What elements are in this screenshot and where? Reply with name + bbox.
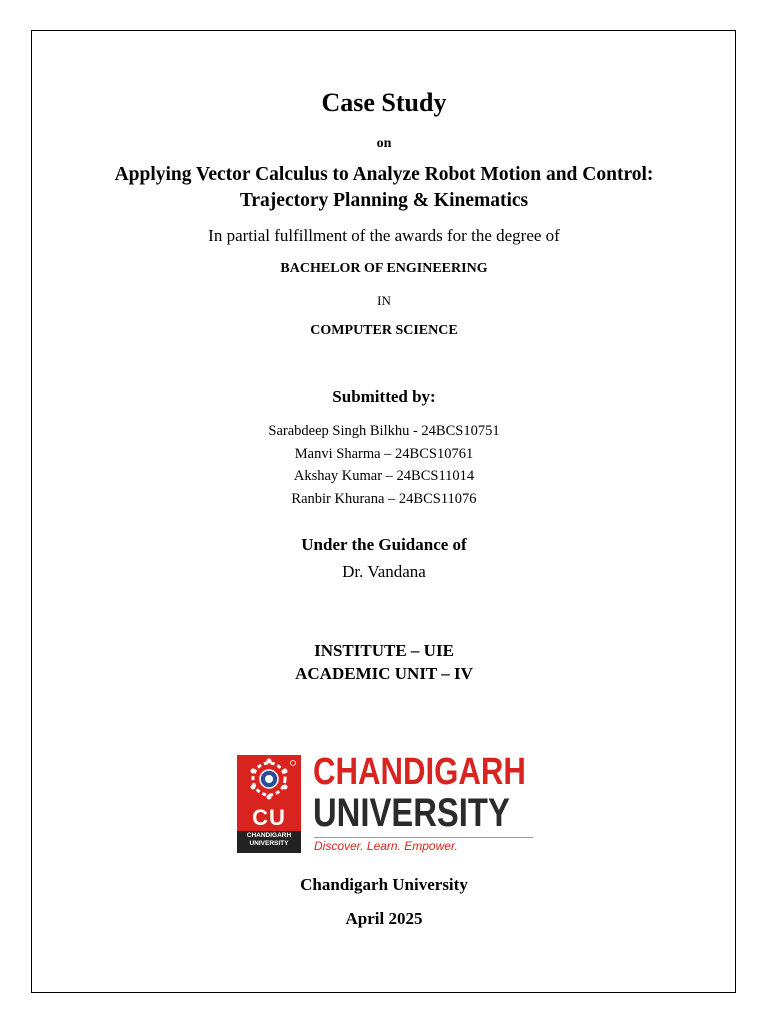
submitted-by-heading: Submitted by: <box>332 387 436 406</box>
member-item: Manvi Sharma – 24BCS10761 <box>294 445 474 462</box>
institute-block <box>0 639 768 685</box>
in-label: IN <box>377 293 391 308</box>
topic-title <box>0 162 768 214</box>
logo-tagline: Discover. Learn. Empower. <box>314 839 458 853</box>
degree-name: BACHELOR OF ENGINEERING <box>280 261 488 276</box>
logo-emblem <box>237 755 301 853</box>
partial-fulfillment-text: In partial fulfillment of the awards for the degree of <box>208 226 560 245</box>
academic-unit: ACADEMIC UNIT – IV <box>295 664 473 683</box>
logo-strip-line-2: UNIVERSITY <box>249 840 289 847</box>
logo-divider <box>314 837 533 838</box>
branch-name: COMPUTER SCIENCE <box>310 323 458 338</box>
member-item: Sarabdeep Singh Bilkhu - 24BCS10751 <box>268 423 500 439</box>
gear-people-icon <box>237 755 301 807</box>
member-item: Akshay Kumar – 24BCS11014 <box>293 468 475 484</box>
guide-name: Dr. Vandana <box>342 562 426 581</box>
topic-line-1: Applying Vector Calculus to Analyze Robot Motion and Control: <box>114 164 654 185</box>
topic-line-2: Trajectory Planning & Kinematics <box>239 190 529 211</box>
logo-cu-text: CU <box>252 805 286 830</box>
logo-wordmark-line-2: UNIVERSITY <box>313 791 510 835</box>
member-item: Ranbir Khurana – 24BCS11076 <box>291 490 477 507</box>
university-logo <box>237 751 533 855</box>
logo-strip-text <box>237 832 301 848</box>
on-label: on <box>376 136 392 151</box>
logo-strip-line-1: CHANDIGARH <box>246 832 292 839</box>
guidance-heading: Under the Guidance of <box>301 535 467 554</box>
institute-name: INSTITUTE – UIE <box>314 641 454 660</box>
submission-date: April 2025 <box>345 909 423 928</box>
logo-wordmark-line-1: CHANDIGARH <box>313 751 526 793</box>
university-name: Chandigarh University <box>300 875 468 894</box>
members-list <box>0 420 768 510</box>
document-title: Case Study <box>321 88 447 117</box>
